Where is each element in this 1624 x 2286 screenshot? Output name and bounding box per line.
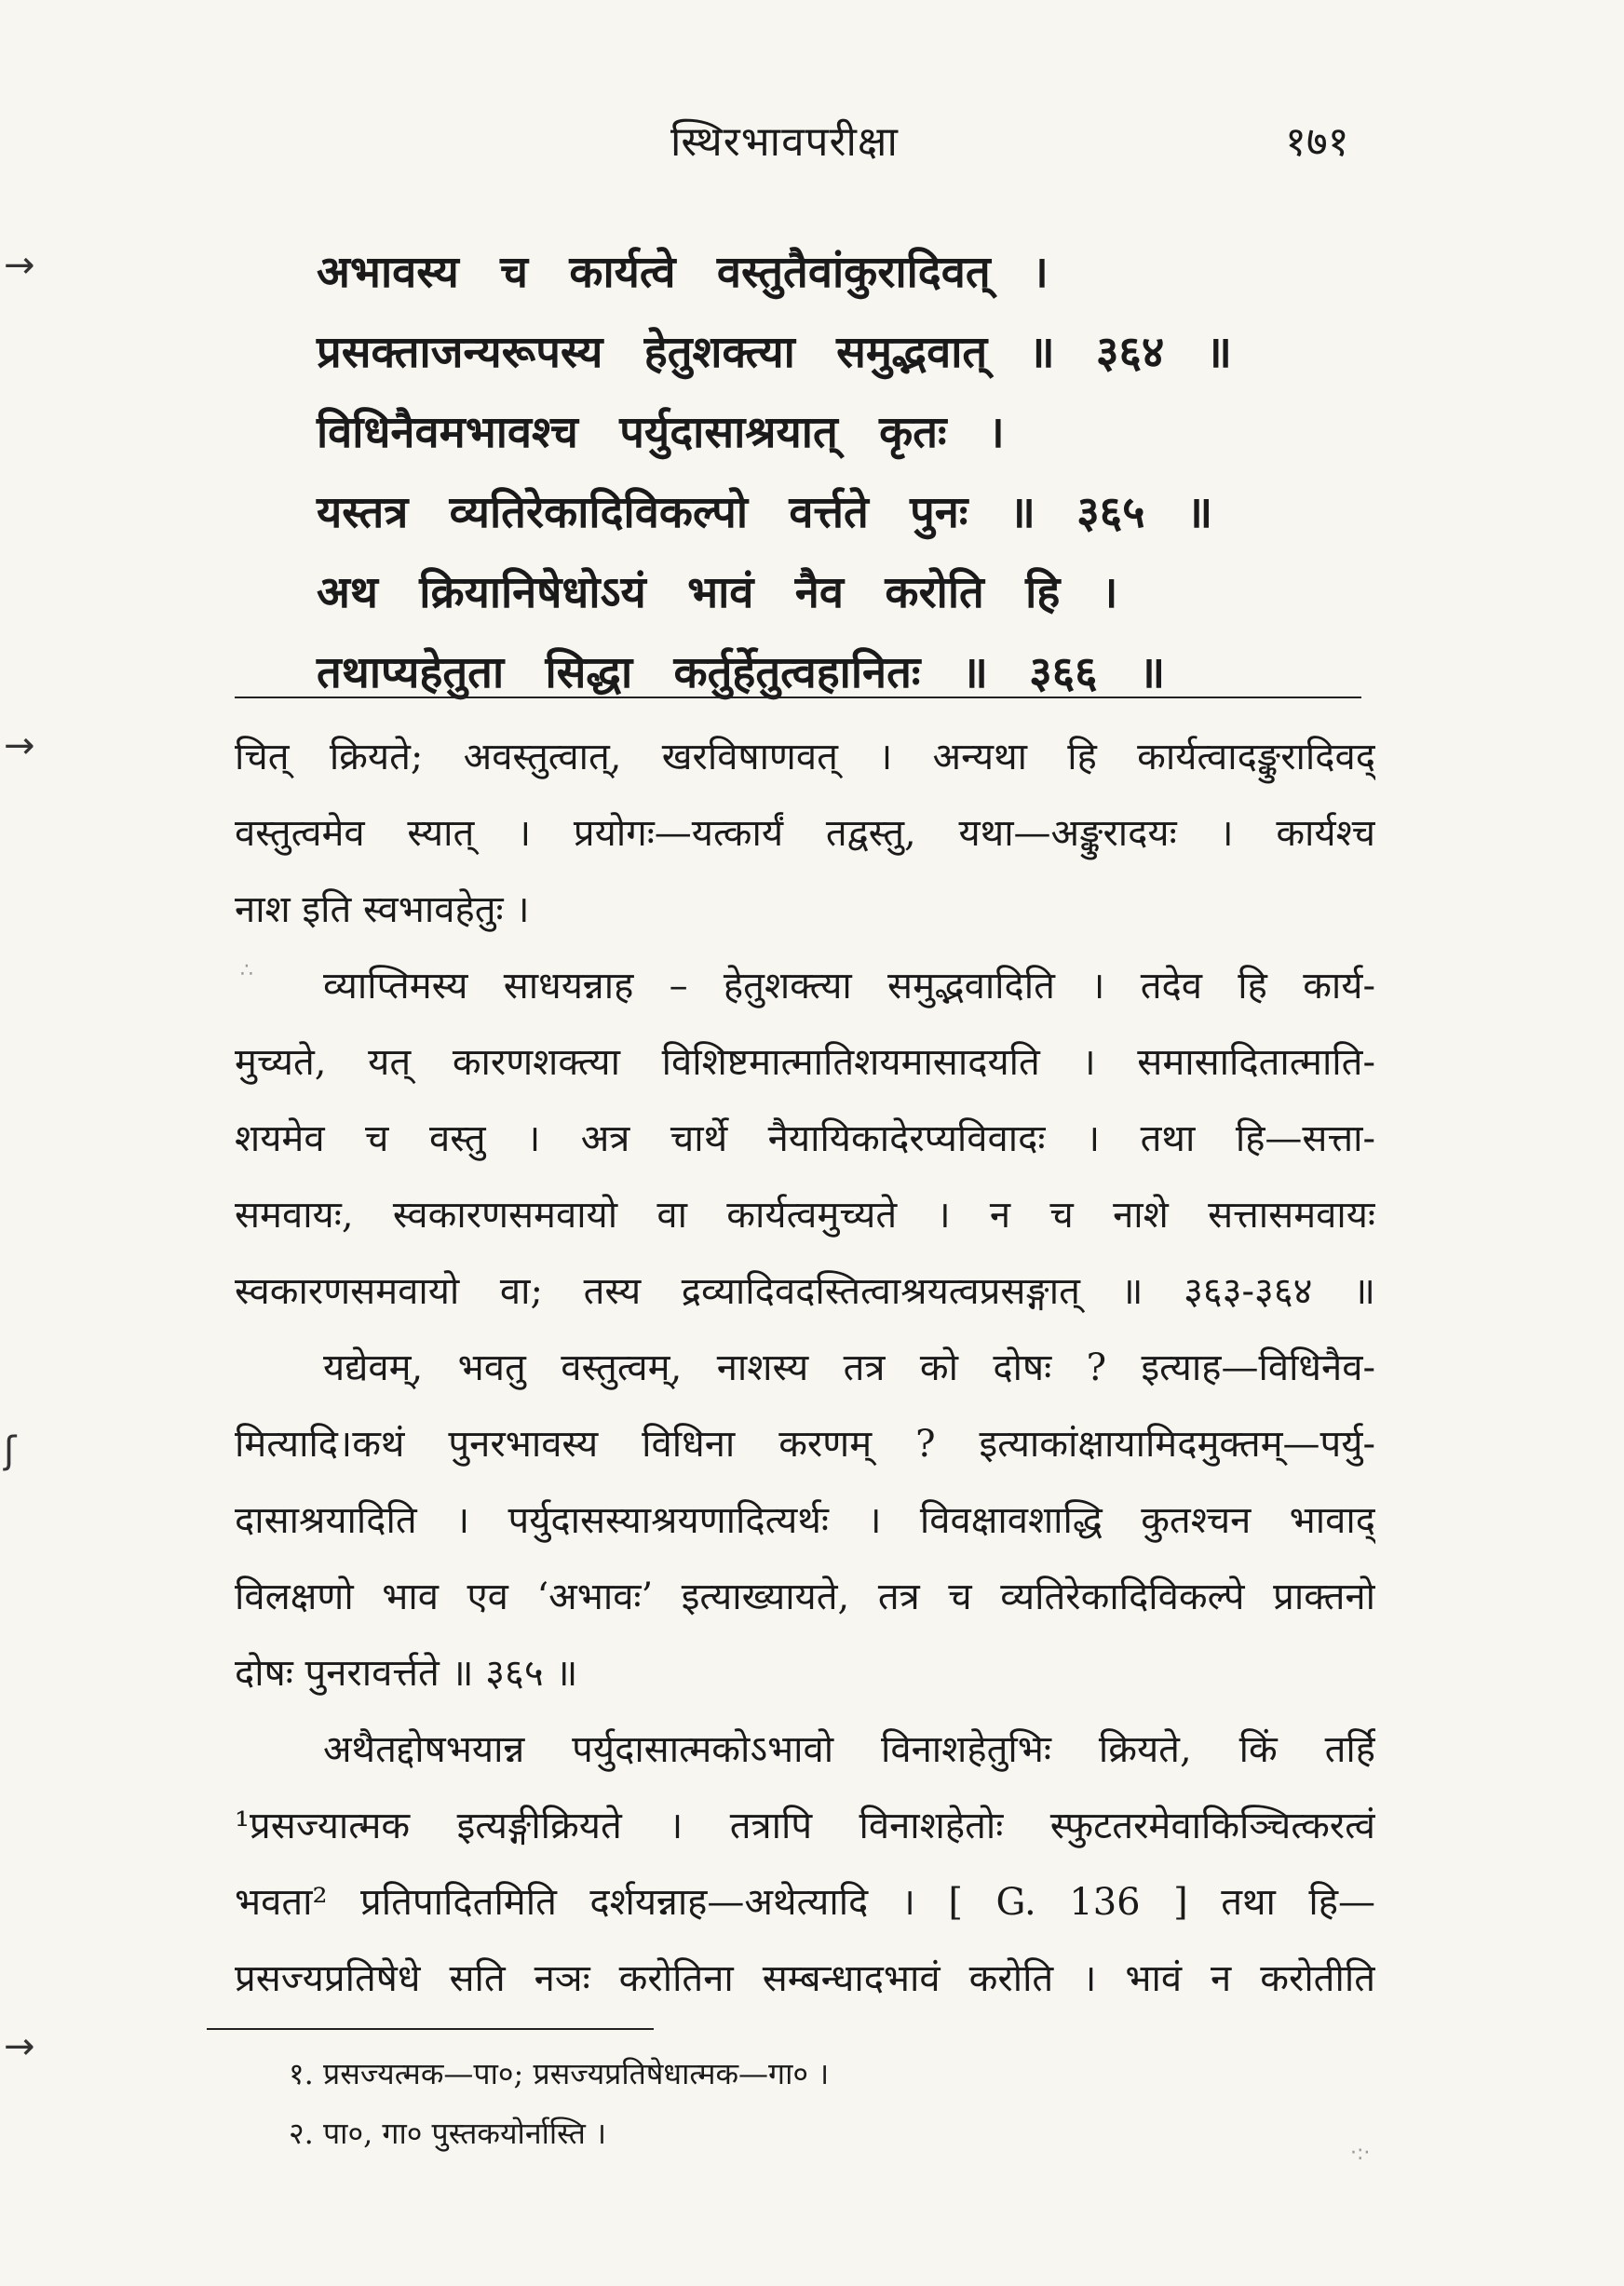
verse-line: विधिनैवमभावश्च पर्युदासाश्रयात् कृतः । bbox=[317, 407, 1005, 458]
verse-block bbox=[317, 233, 1369, 713]
footnote: १. प्रसज्यत्मक—पा०; प्रसज्यप्रतिषेधात्मक—गा० । bbox=[289, 2056, 830, 2091]
text-line: दासाश्रयादिति । पर्युदासस्याश्रयणादित्यर्थः । विवक्षावशाद्धि कुतश्चन भावाद् bbox=[235, 1499, 1375, 1542]
binding-mark-icon: → bbox=[4, 2025, 35, 2068]
verse-divider bbox=[235, 697, 1361, 698]
scan-speck-icon: ·:· bbox=[1350, 2142, 1371, 2165]
commentary-paragraph bbox=[235, 1330, 1375, 1711]
text-line: दोषः पुनरावर्त्तते ॥ ३६५ ॥ bbox=[235, 1652, 578, 1695]
text-line: यद्येवम्, भवतु वस्तुत्वम्, नाशस्य तत्र को दोषः ? इत्याह—विधिनैव- bbox=[323, 1346, 1375, 1389]
text-line: मुच्यते, यत् कारणशक्त्या विशिष्टमात्मातिशयमासादयति । समासादितात्माति- bbox=[235, 1041, 1375, 1084]
commentary-paragraph bbox=[235, 719, 1375, 948]
binding-mark-icon: → bbox=[4, 724, 35, 767]
footnote: २. पा०, गा० पुस्तकयोर्नास्ति । bbox=[289, 2116, 607, 2151]
page-number: १७१ bbox=[1285, 118, 1349, 166]
running-title: स्थिरभावपरीक्षा bbox=[670, 118, 899, 166]
text-line: व्याप्तिमस्य साधयन्नाह – हेतुशक्त्या समुद्भवादिति । तदेव हि कार्य- bbox=[323, 965, 1375, 1008]
verse-line: अभावस्य च कार्यत्वे वस्तुतैवांकुरादिवत् । bbox=[317, 247, 1049, 298]
verse-line: अथ क्रियानिषेधोऽयं भावं नैव करोति हि । bbox=[317, 567, 1118, 618]
text-line: विलक्षणो भाव एव ‘अभावः’ इत्याख्यायते, तत्र च व्यतिरेकादिविकल्पे प्राक्तनो bbox=[235, 1576, 1375, 1618]
text-line: प्रसज्यप्रतिषेधे सति नञः करोतिना सम्बन्धादभावं करोति । भावं न करोतीति bbox=[235, 1957, 1375, 2000]
page-left-edge bbox=[0, 0, 56, 2286]
commentary-paragraph bbox=[235, 1711, 1375, 2017]
text-line: चित् क्रियते; अवस्तुत्वात्, खरविषाणवत् । अन्यथा हि कार्यत्वादङ्कुरादिवद् bbox=[235, 736, 1375, 778]
verse-line: प्रसक्ताजन्यरूपस्य हेतुशक्त्या समुद्भवात् ॥ ३६४ ॥ bbox=[317, 327, 1232, 378]
text-line: भवता² प्रतिपादितमिति दर्शयन्नाह—अथेत्यादि । [ G. 136 ] तथा हि— bbox=[235, 1881, 1375, 1924]
text-line: मित्यादि।कथं पुनरभावस्य विधिना करणम् ? इत्याकांक्षायामिदमुक्तम्—पर्यु- bbox=[235, 1423, 1375, 1466]
binding-mark-icon: ʃ bbox=[4, 1429, 17, 1472]
footnotes bbox=[289, 2044, 1313, 2163]
commentary-paragraph bbox=[235, 948, 1375, 1330]
text-line: शयमेव च वस्तु । अत्र चार्थे नैयायिकादेरप्यविवादः । तथा हि—सत्ता- bbox=[235, 1117, 1375, 1160]
binding-mark-icon: → bbox=[4, 244, 35, 287]
commentary bbox=[235, 719, 1375, 2017]
page-header bbox=[0, 112, 1624, 186]
scan-speck-icon: ∴ bbox=[240, 959, 253, 982]
text-line: वस्तुत्वमेव स्यात् । प्रयोगः—यत्कार्यं तद्वस्तु, यथा—अङ्कुरादयः । कार्यश्च bbox=[235, 812, 1375, 855]
footnote-divider bbox=[207, 2028, 654, 2030]
text-line: नाश इति स्वभावहेतुः । bbox=[235, 888, 530, 931]
verse-line: यस्तत्र व्यतिरेकादिविकल्पो वर्त्तते पुनः ॥ ३६५ ॥ bbox=[317, 487, 1213, 538]
text-line: समवायः, स्वकारणसमवायो वा कार्यत्वमुच्यते । न च नाशे सत्तासमवायः bbox=[235, 1194, 1375, 1237]
text-line: स्वकारणसमवायो वा; तस्य द्रव्यादिवदस्तित्वाश्रयत्वप्रसङ्गात् ॥ ३६३-३६४ ॥ bbox=[235, 1270, 1375, 1313]
text-line: ¹प्रसज्यात्मक इत्यङ्गीक्रियते । तत्रापि विनाशहेतोः स्फुटतरमेवाकिञ्चित्करत्वं bbox=[235, 1805, 1375, 1847]
text-line: अथैतद्दोषभयान्न पर्युदासात्मकोऽभावो विनाशहेतुभिः क्रियते, किं तर्हि bbox=[323, 1728, 1375, 1771]
verse-line: तथाप्यहेतुता सिद्धा कर्तुर्हेतुत्वहानितः ॥ ३६६ ॥ bbox=[317, 647, 1166, 698]
